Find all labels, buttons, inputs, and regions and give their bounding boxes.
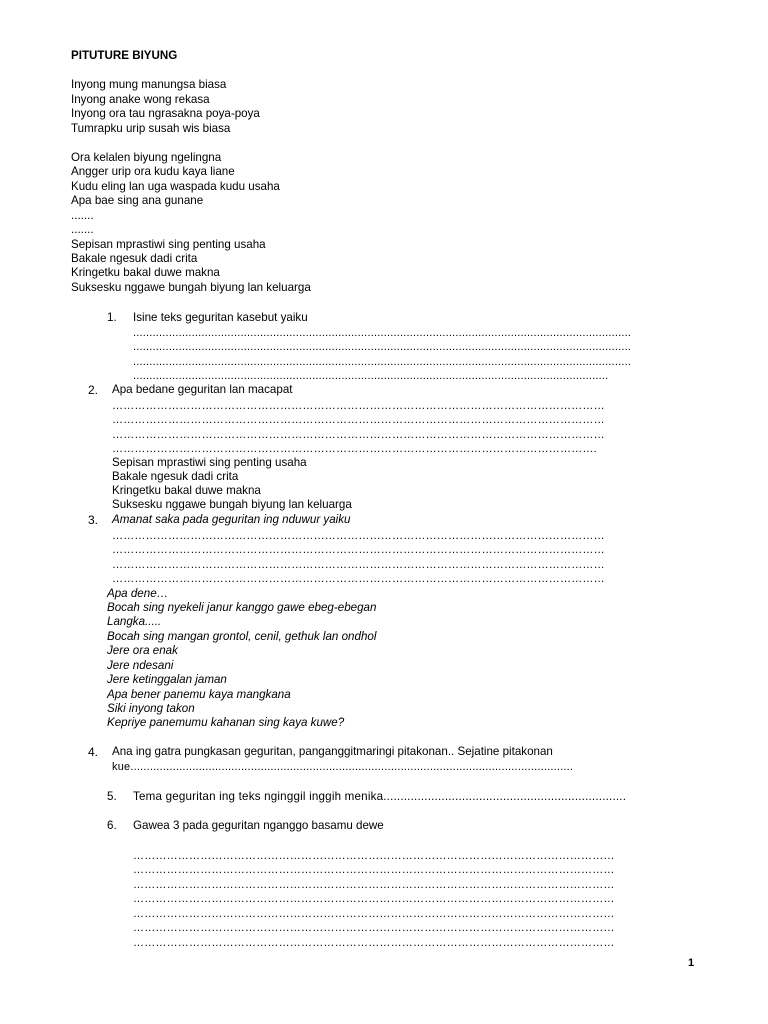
poem-line: Kudu eling lan uga waspada kudu usaha: [71, 180, 280, 193]
answer-line[interactable]: ……………………………………………………………………………………………………………………: [112, 530, 605, 542]
quote-line: Siki inyong takon: [107, 702, 195, 715]
question-2-text: Apa bedane geguritan lan macapat: [112, 383, 293, 396]
answer-line[interactable]: …………………………………………………………………………………………………………………: [133, 850, 615, 862]
poem-ellipsis: .......: [71, 209, 94, 222]
quote-line: Jere ndesani: [107, 659, 174, 672]
poem-line: Apa bae sing ana gunane: [71, 194, 204, 207]
question-number: 4.: [88, 745, 99, 759]
quote-line: Kringetku bakal duwe makna: [112, 484, 261, 497]
question-4-text: Ana ing gatra pungkasan geguritan, panganggitmaringi pitakonan.. Sejatine pitakonan: [112, 745, 553, 758]
quote-line: Bocah sing nyekeli janur kanggo gawe ebeg-ebegan: [107, 601, 377, 614]
question-number: 6.: [107, 819, 117, 832]
quote-line: Sepisan mprastiwi sing penting usaha: [112, 456, 307, 469]
answer-line[interactable]: …………………………………………………………………………………………………………………: [133, 922, 615, 934]
quote-line: Suksesku nggawe bungah biyung lan keluarga: [112, 498, 352, 511]
poem-line: Kringetku bakal duwe makna: [71, 266, 220, 279]
answer-line[interactable]: …………………………………………………………………………………………………………………: [133, 937, 615, 949]
question-3-text: Amanat saka pada geguritan ing nduwur yaiku: [112, 513, 351, 526]
poem-line: Tumrapku urip susah wis biasa: [71, 122, 231, 135]
quote-line: Apa dene…: [107, 587, 169, 600]
question-5-text: Tema geguritan ing teks nginggil inggih menika.......................................................................: [133, 790, 627, 803]
answer-line[interactable]: ……………………………………………………………………………………………………………………: [112, 429, 605, 441]
answer-line[interactable]: …………………………………………………………………………………………………………………: [133, 893, 615, 905]
poem-line: Ora kelalen biyung ngelingna: [71, 151, 222, 164]
quote-line: Langka.....: [107, 615, 162, 628]
question-number: 5.: [107, 790, 117, 803]
poem-ellipsis: .......: [71, 223, 94, 236]
poem-line: Angger urip ora kudu kaya liane: [71, 165, 235, 178]
answer-line[interactable]: .........................................................................................................................................................: [133, 341, 632, 353]
answer-line[interactable]: …………………………………………………………………………………………………………………: [133, 879, 615, 891]
answer-line[interactable]: ………………………………………………………………………………………………………………….: [112, 443, 597, 455]
quote-line: Bakale ngesuk dadi crita: [112, 470, 239, 483]
answer-line[interactable]: ……………………………………………………………………………………………………………………: [112, 559, 605, 571]
answer-line[interactable]: .........................................................................................................................................................: [133, 356, 632, 368]
answer-line[interactable]: kue........................................................................................................................................: [112, 761, 574, 773]
quote-line: Kepriye panemumu kahanan sing kaya kuwe?: [107, 716, 345, 729]
answer-line[interactable]: ..................................................................................................................................................: [133, 370, 609, 382]
poem-title: PITUTURE BIYUNG: [71, 49, 178, 62]
answer-line[interactable]: ……………………………………………………………………………………………………………………: [112, 544, 605, 556]
page-number: 1: [688, 957, 695, 969]
quote-line: Jere ketinggalan jaman: [107, 673, 227, 686]
answer-line[interactable]: ……………………………………………………………………………………………………………………: [112, 414, 605, 426]
answer-line[interactable]: …………………………………………………………………………………………………………………: [133, 864, 615, 876]
answer-line[interactable]: ……………………………………………………………………………………………………………………: [112, 400, 605, 412]
poem-line: Inyong anake wong rekasa: [71, 93, 210, 106]
poem-line: Sepisan mprastiwi sing penting usaha: [71, 238, 266, 251]
question-number: 3.: [88, 513, 99, 527]
poem-line: Inyong mung manungsa biasa: [71, 78, 227, 91]
poem-line: Suksesku nggawe bungah biyung lan keluarga: [71, 281, 311, 294]
question-number: 2.: [88, 383, 99, 397]
question-1-text: Isine teks geguritan kasebut yaiku: [133, 311, 308, 324]
question-number: 1.: [107, 311, 117, 324]
answer-line[interactable]: .........................................................................................................................................................: [133, 327, 632, 339]
question-6-text: Gawea 3 pada geguritan nganggo basamu dewe: [133, 819, 384, 832]
answer-line[interactable]: ……………………………………………………………………………………………………………………: [112, 573, 605, 585]
quote-line: Bocah sing mangan grontol, cenil, gethuk lan ondhol: [107, 630, 377, 643]
quote-line: Jere ora enak: [107, 644, 178, 657]
poem-line: Inyong ora tau ngrasakna poya-poya: [71, 107, 260, 120]
answer-line[interactable]: …………………………………………………………………………………………………………………: [133, 908, 615, 920]
quote-line: Apa bener panemu kaya mangkana: [107, 688, 291, 701]
poem-line: Bakale ngesuk dadi crita: [71, 252, 198, 265]
